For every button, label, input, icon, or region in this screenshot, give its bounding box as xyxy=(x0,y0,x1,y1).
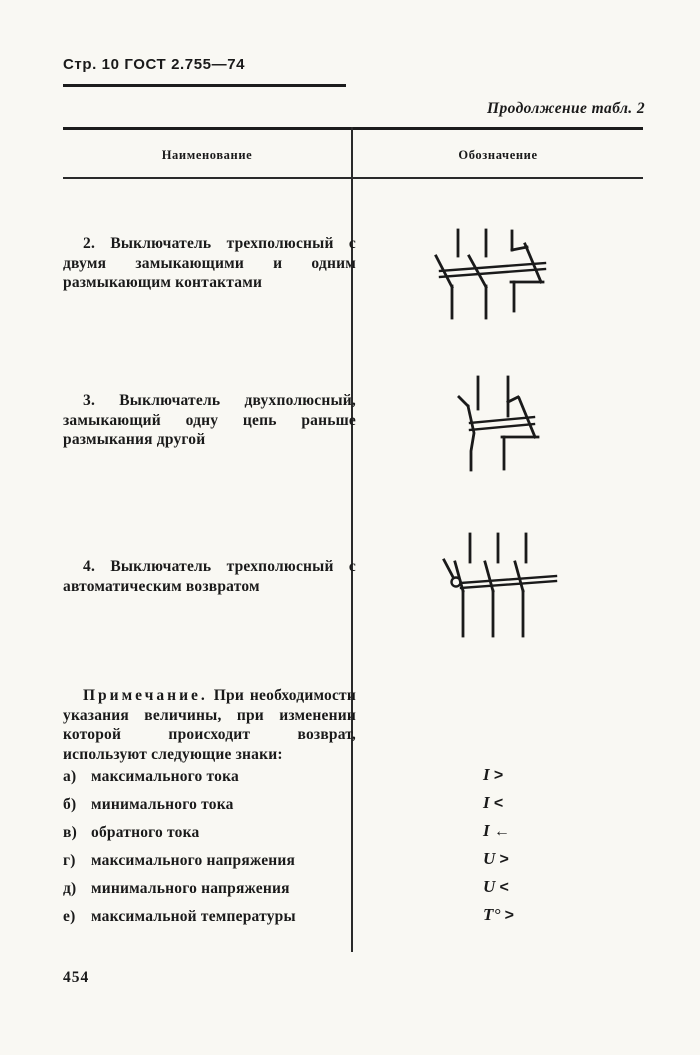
note-item-text: обратного тока xyxy=(91,824,200,841)
table-header-rule xyxy=(63,177,643,179)
three-pole-auto-return-switch-icon xyxy=(436,531,561,638)
page-number: 454 xyxy=(63,969,90,986)
header-underline xyxy=(63,84,346,87)
note-item-text: минимального напряжения xyxy=(91,880,290,897)
note-item-marker: г) xyxy=(63,852,76,869)
note-item xyxy=(63,849,623,876)
reverse-current-sign: I ← xyxy=(483,821,511,840)
two-pole-make-before-break-switch-icon xyxy=(447,373,557,473)
note-item-text: максимального тока xyxy=(91,768,239,785)
table-row-name: 4. Выключатель трехполюсный с автоматическим возвратом xyxy=(63,558,356,595)
note-item-marker: д) xyxy=(63,880,77,897)
min-voltage-sign: U < xyxy=(483,877,510,896)
note-item xyxy=(63,821,623,848)
table-top-rule xyxy=(63,127,643,130)
note-item-marker: а) xyxy=(63,768,77,785)
max-current-sign: I > xyxy=(483,765,504,784)
note-item-text: максимальной температуры xyxy=(91,908,296,925)
column-header-name: Наименование xyxy=(161,148,253,162)
note-item-marker: е) xyxy=(63,908,76,925)
note-item-text: минимального тока xyxy=(91,796,234,813)
table-continuation-caption: Продолжение табл. 2 xyxy=(487,100,645,117)
column-header-designation: Обозначение xyxy=(458,148,538,162)
note-item-marker: в) xyxy=(63,824,77,841)
note-body: При необходимости указания величины, при изменении которой происходит возврат, используют следующие знаки: xyxy=(63,687,356,763)
note-item xyxy=(63,765,623,792)
max-voltage-sign: U > xyxy=(483,849,510,868)
table-row-name: 2. Выключатель трехполюсный с двумя замыкающими и одним размыкающим контактами xyxy=(63,235,356,291)
note-label: Примечание. xyxy=(83,687,208,704)
min-current-sign: I < xyxy=(483,793,504,812)
note-item xyxy=(63,877,623,904)
max-temperature-sign: T° > xyxy=(483,905,515,924)
table-row-name: 3. Выключатель двухполюсный, замыкающий одну цепь раньше размыкания другой xyxy=(63,392,356,448)
three-pole-switch-two-no-one-nc-icon xyxy=(430,223,565,328)
note-item xyxy=(63,793,623,820)
note-paragraph xyxy=(63,686,356,764)
note-item-text: максимального напряжения xyxy=(91,852,296,869)
page-header: Стр. 10 ГОСТ 2.755—74 xyxy=(63,56,246,73)
note-item xyxy=(63,905,623,932)
note-item-marker: б) xyxy=(63,796,77,813)
